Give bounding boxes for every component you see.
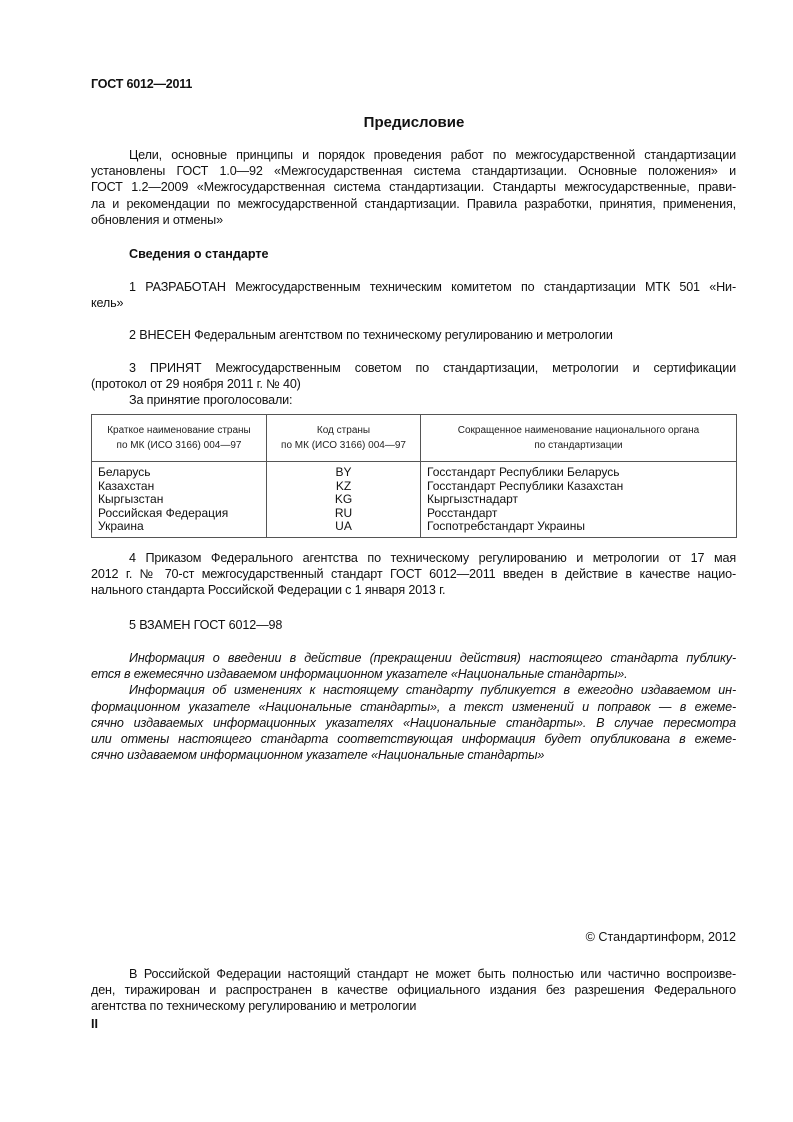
page-title: Предисловие [363,114,465,131]
header-country: Краткое наименование страны по МК (ИСО 3166) 004—97 [92,415,267,462]
section-heading: Сведения о стандарте [129,247,269,261]
copyright-notice: © Стандартинформ, 2012 [585,930,736,944]
document-code: ГОСТ 6012—2011 [91,77,193,91]
restriction-line: ден, тиражирован и распространен в качестве официального издания без разрешения Федерального [91,983,736,998]
page-number: II [91,1017,98,1031]
item-line: 2012 г. № 70-ст межгосударственный стандарт ГОСТ 6012—2011 введен в действие в качестве нацио- [91,567,736,582]
table-header-row [92,415,737,462]
item-line: 1 РАЗРАБОТАН Межгосударственным техническим комитетом по стандартизации МТК 501 «Ни- [129,280,736,294]
intro-line: обновления и отмены» [91,212,223,227]
notice-line: или отмены настоящего стандарта соответствующая информация будет опубликована в ежеме- [91,732,736,747]
restriction-line: В Российской Федерации настоящий стандарт не может быть полностью или частично воспроизве- [129,967,736,981]
header-code: Код страны по МК (ИСО 3166) 004—97 [267,415,421,462]
item-line: 2 ВНЕСЕН Федеральным агентством по техническому регулированию и метрологии [129,328,613,342]
item-enacted [91,550,736,599]
item-line: (протокол от 29 ноября 2011 г. № 40) [91,377,301,392]
intro-line: ГОСТ 1.2—2009 «Межгосударственная система стандартизации. Стандарты межгосударственные, прави- [91,180,736,195]
item-line: 5 ВЗАМЕН ГОСТ 6012—98 [129,618,283,632]
body-cell: Госстандарт Республики Беларусь Госстандарт Республики Казахстан Кыргызстнадарт Росстандарт Госпотребстандарт Украины [421,462,737,538]
restriction-line: агентства по техническому регулированию и метрологии [91,999,417,1014]
notice-line: сячно издаваемом информационном указателе «Национальные стандарты» [91,748,545,763]
item-replaces [91,617,736,633]
item-line: 4 Приказом Федерального агентства по техническому регулированию и метрологии от 17 мая [129,551,736,565]
notice-line: формационном указателе «Национальные стандарты», а текст изменений и поправок — в ежеме- [91,699,736,714]
table-row [92,462,737,538]
intro-paragraph [91,147,736,228]
item-line: кель» [91,296,124,311]
restriction-paragraph [91,966,736,1015]
notice-line: Информация об изменениях к настоящему стандарту публикуется в ежегодно издаваемом ин- [129,683,736,698]
item-line: нального стандарта Российской Федерации с 1 января 2013 г. [91,583,446,598]
intro-line: Цели, основные принципы и порядок проведения работ по межгосударственной стандартизации [129,148,736,162]
notice-line: сячно издаваемых информационных указателях «Национальные стандарты». В случае пересмотра [91,715,736,730]
item-submitted [91,327,736,343]
notice-line: ется в ежемесячно издаваемом информационном указателе «Национальные стандарты». [91,667,628,682]
votes-table [91,414,737,538]
item-adopted [91,360,736,409]
country-cell: Беларусь Казахстан Кыргызстан Российская Федерация Украина [92,462,267,538]
notice-line: Информация о введении в действие (прекращении действия) настоящего стандарта публику- [129,651,736,665]
intro-line: установлены ГОСТ 1.0—92 «Межгосударственная система стандартизации. Основные положения» и [91,164,736,179]
header-body: Сокращенное наименование национального органа по стандартизации [421,415,737,462]
votes-label: За принятие проголосовали: [129,393,293,408]
intro-line: ла и рекомендации по межгосударственной стандартизации. Правила разработки, принятия, применения, [91,196,736,211]
notice-publication [91,650,736,763]
item-line: 3 ПРИНЯТ Межгосударственным советом по стандартизации, метрологии и сертификации [129,361,736,375]
code-cell: BY KZ KG RU UA [267,462,421,538]
item-developed [91,279,736,311]
